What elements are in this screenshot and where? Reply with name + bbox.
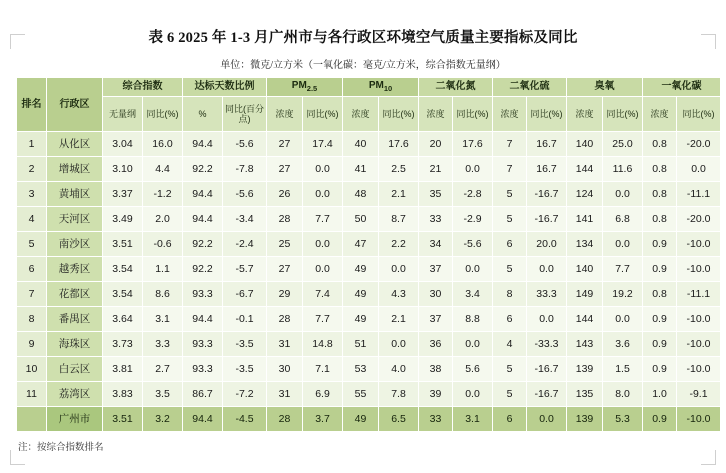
cell-attainment-value: 94.4 (183, 207, 223, 232)
cell-composite-yoy: 3.3 (143, 332, 183, 357)
cell-co-value: 1.0 (643, 382, 677, 407)
cell-attainment-yoy: -7.2 (223, 382, 267, 407)
cell-pm10-yoy: 17.6 (379, 132, 419, 157)
subheader-pm10-value: 浓度 (343, 97, 379, 132)
cell-composite-yoy: -0.6 (143, 232, 183, 257)
subheader-ozone-yoy: 同比(%) (603, 97, 643, 132)
cell-pm25-yoy-total: 3.7 (303, 407, 343, 432)
cell-no2-yoy: 3.4 (453, 282, 493, 307)
cell-no2-yoy: 0.0 (453, 332, 493, 357)
cell-rank: 8 (17, 307, 47, 332)
cell-so2-yoy: 16.7 (527, 132, 567, 157)
cell-pm10-value: 50 (343, 207, 379, 232)
cell-ozone-yoy: 25.0 (603, 132, 643, 157)
cell-pm25-value: 28 (267, 307, 303, 332)
cell-rank: 11 (17, 382, 47, 407)
cell-pm25-value: 28 (267, 207, 303, 232)
table-body (17, 132, 721, 432)
cell-rank: 3 (17, 182, 47, 207)
cell-rank: 10 (17, 357, 47, 382)
header-no2: 二氧化氮 (419, 78, 493, 97)
subheader-attainment-value: % (183, 97, 223, 132)
cell-district: 天河区 (47, 207, 103, 232)
cell-co-yoy: -11.1 (677, 182, 721, 207)
cell-pm25-yoy: 7.7 (303, 307, 343, 332)
cell-rank: 9 (17, 332, 47, 357)
cell-pm10-value: 49 (343, 282, 379, 307)
cell-attainment-value: 93.3 (183, 332, 223, 357)
cell-no2-yoy: 0.0 (453, 257, 493, 282)
subheader-no2-yoy: 同比(%) (453, 97, 493, 132)
cell-pm25-yoy: 0.0 (303, 232, 343, 257)
cell-pm10-yoy-total: 6.5 (379, 407, 419, 432)
cell-pm10-value: 41 (343, 157, 379, 182)
cell-no2-yoy: -2.8 (453, 182, 493, 207)
cell-so2-value: 7 (493, 132, 527, 157)
cell-pm10-value: 49 (343, 307, 379, 332)
cell-co-yoy-total: -10.0 (677, 407, 721, 432)
cell-so2-value: 4 (493, 332, 527, 357)
header-composite-index: 综合指数 (103, 78, 183, 97)
cell-pm25-yoy: 0.0 (303, 257, 343, 282)
subheader-so2-value: 浓度 (493, 97, 527, 132)
cell-co-yoy: -11.1 (677, 282, 721, 307)
cell-pm10-yoy: 4.3 (379, 282, 419, 307)
cell-so2-value: 5 (493, 357, 527, 382)
air-quality-table (16, 77, 721, 432)
cell-no2-value: 30 (419, 282, 453, 307)
cell-so2-yoy: -16.7 (527, 382, 567, 407)
cell-attainment-value: 93.3 (183, 357, 223, 382)
cell-pm10-yoy: 7.8 (379, 382, 419, 407)
subheader-composite-yoy: 同比(%) (143, 97, 183, 132)
cell-no2-value: 37 (419, 307, 453, 332)
cell-co-value: 0.8 (643, 157, 677, 182)
cell-attainment-value-total: 94.4 (183, 407, 223, 432)
cell-attainment-yoy: -7.8 (223, 157, 267, 182)
cell-rank: 6 (17, 257, 47, 282)
header-so2: 二氧化硫 (493, 78, 567, 97)
crop-mark-top-right (701, 34, 716, 49)
cell-pm10-yoy: 2.1 (379, 182, 419, 207)
cell-pm10-value: 51 (343, 332, 379, 357)
cell-pm25-yoy: 0.0 (303, 157, 343, 182)
cell-pm25-value-total: 28 (267, 407, 303, 432)
cell-district: 黄埔区 (47, 182, 103, 207)
cell-ozone-value: 134 (567, 232, 603, 257)
cell-composite-value: 3.37 (103, 182, 143, 207)
cell-no2-yoy: -2.9 (453, 207, 493, 232)
subheader-no2-value: 浓度 (419, 97, 453, 132)
cell-attainment-yoy: -6.7 (223, 282, 267, 307)
subheader-ozone-value: 浓度 (567, 97, 603, 132)
table-row (17, 132, 721, 157)
cell-rank: 7 (17, 282, 47, 307)
cell-no2-value: 39 (419, 382, 453, 407)
cell-ozone-value: 149 (567, 282, 603, 307)
cell-ozone-yoy: 0.0 (603, 182, 643, 207)
cell-attainment-value: 92.2 (183, 232, 223, 257)
header-attainment-rate: 达标天数比例 (183, 78, 267, 97)
cell-district: 白云区 (47, 357, 103, 382)
cell-so2-yoy: 20.0 (527, 232, 567, 257)
cell-attainment-yoy: -3.5 (223, 332, 267, 357)
cell-ozone-value: 144 (567, 307, 603, 332)
table-row (17, 207, 721, 232)
cell-composite-value: 3.10 (103, 157, 143, 182)
header-co: 一氧化碳 (643, 78, 721, 97)
cell-composite-value: 3.49 (103, 207, 143, 232)
cell-ozone-yoy-total: 5.3 (603, 407, 643, 432)
cell-ozone-yoy: 3.6 (603, 332, 643, 357)
cell-no2-value: 36 (419, 332, 453, 357)
cell-co-value: 0.9 (643, 357, 677, 382)
cell-pm25-yoy: 17.4 (303, 132, 343, 157)
cell-pm25-value: 31 (267, 382, 303, 407)
cell-co-value: 0.8 (643, 207, 677, 232)
cell-pm25-yoy: 14.8 (303, 332, 343, 357)
cell-pm10-value: 49 (343, 257, 379, 282)
cell-co-value: 0.8 (643, 282, 677, 307)
crop-mark-bottom-right (701, 450, 716, 465)
subheader-pm25-value: 浓度 (267, 97, 303, 132)
cell-composite-value-total: 3.51 (103, 407, 143, 432)
cell-rank: 4 (17, 207, 47, 232)
cell-attainment-yoy: -3.4 (223, 207, 267, 232)
table-row (17, 257, 721, 282)
cell-composite-value: 3.54 (103, 282, 143, 307)
cell-pm25-yoy: 7.4 (303, 282, 343, 307)
table-row (17, 382, 721, 407)
cell-co-value: 0.9 (643, 232, 677, 257)
cell-so2-yoy: 33.3 (527, 282, 567, 307)
cell-so2-yoy: -16.7 (527, 182, 567, 207)
cell-so2-yoy: -16.7 (527, 357, 567, 382)
cell-so2-value: 5 (493, 257, 527, 282)
cell-composite-yoy: 1.1 (143, 257, 183, 282)
cell-ozone-value-total: 139 (567, 407, 603, 432)
cell-so2-value: 5 (493, 382, 527, 407)
cell-ozone-yoy: 19.2 (603, 282, 643, 307)
table-container (16, 77, 715, 432)
subheader-composite-value: 无量纲 (103, 97, 143, 132)
cell-no2-value: 20 (419, 132, 453, 157)
table-row (17, 182, 721, 207)
cell-composite-yoy-total: 3.2 (143, 407, 183, 432)
cell-no2-yoy: 5.6 (453, 357, 493, 382)
cell-pm10-value: 53 (343, 357, 379, 382)
cell-so2-yoy: 0.0 (527, 257, 567, 282)
cell-no2-yoy: 17.6 (453, 132, 493, 157)
table-row (17, 157, 721, 182)
cell-ozone-yoy: 0.0 (603, 232, 643, 257)
cell-pm25-yoy: 7.1 (303, 357, 343, 382)
cell-composite-yoy: 3.1 (143, 307, 183, 332)
cell-ozone-value: 143 (567, 332, 603, 357)
cell-pm25-yoy: 7.7 (303, 207, 343, 232)
cell-ozone-yoy: 11.6 (603, 157, 643, 182)
cell-pm10-value: 55 (343, 382, 379, 407)
cell-no2-yoy: -5.6 (453, 232, 493, 257)
cell-pm25-value: 25 (267, 232, 303, 257)
cell-ozone-value: 140 (567, 132, 603, 157)
cell-attainment-value: 94.4 (183, 132, 223, 157)
cell-district: 荔湾区 (47, 382, 103, 407)
cell-ozone-yoy: 8.0 (603, 382, 643, 407)
cell-so2-value: 7 (493, 157, 527, 182)
cell-pm10-value: 47 (343, 232, 379, 257)
cell-attainment-yoy: -2.4 (223, 232, 267, 257)
page-title: 表 6 2025 年 1-3 月广州市与各行政区环境空气质量主要指标及同比 (148, 30, 578, 46)
cell-pm25-value: 30 (267, 357, 303, 382)
cell-co-yoy: -10.0 (677, 357, 721, 382)
cell-district: 从化区 (47, 132, 103, 157)
crop-mark-bottom-left (10, 450, 25, 465)
cell-pm10-value: 48 (343, 182, 379, 207)
crop-mark-top-left (10, 34, 25, 49)
table-row (17, 357, 721, 382)
cell-so2-yoy: -33.3 (527, 332, 567, 357)
cell-attainment-value: 94.4 (183, 307, 223, 332)
cell-district: 越秀区 (47, 257, 103, 282)
cell-attainment-value: 92.2 (183, 257, 223, 282)
cell-so2-yoy: 16.7 (527, 157, 567, 182)
table-row (17, 282, 721, 307)
cell-pm25-value: 27 (267, 157, 303, 182)
subheader-co-yoy: 同比(%) (677, 97, 721, 132)
document-page (0, 26, 726, 473)
cell-co-yoy: -10.0 (677, 257, 721, 282)
cell-pm25-yoy: 0.0 (303, 182, 343, 207)
table-footnote: 注：按综合指数排名 (18, 443, 104, 453)
cell-rank-total (17, 407, 47, 432)
cell-so2-value: 6 (493, 232, 527, 257)
cell-pm25-value: 27 (267, 132, 303, 157)
cell-pm25-yoy: 6.9 (303, 382, 343, 407)
table-row (17, 332, 721, 357)
cell-composite-yoy: 2.7 (143, 357, 183, 382)
cell-ozone-value: 141 (567, 207, 603, 232)
cell-co-yoy: -10.0 (677, 332, 721, 357)
cell-district: 增城区 (47, 157, 103, 182)
cell-attainment-yoy: -5.7 (223, 257, 267, 282)
cell-composite-value: 3.81 (103, 357, 143, 382)
cell-district: 番禺区 (47, 307, 103, 332)
cell-no2-value: 21 (419, 157, 453, 182)
cell-rank: 5 (17, 232, 47, 257)
cell-co-value: 0.9 (643, 307, 677, 332)
subheader-pm10-yoy: 同比(%) (379, 97, 419, 132)
cell-pm25-value: 31 (267, 332, 303, 357)
cell-composite-yoy: -1.2 (143, 182, 183, 207)
cell-so2-value-total: 6 (493, 407, 527, 432)
cell-district-total: 广州市 (47, 407, 103, 432)
cell-so2-value: 8 (493, 282, 527, 307)
table-header-group-row (17, 78, 721, 97)
cell-composite-value: 3.64 (103, 307, 143, 332)
subheader-attainment-yoy: 同比(百分点) (223, 97, 267, 132)
cell-no2-yoy: 8.8 (453, 307, 493, 332)
cell-no2-value-total: 33 (419, 407, 453, 432)
cell-pm25-value: 26 (267, 182, 303, 207)
cell-ozone-value: 135 (567, 382, 603, 407)
cell-no2-yoy-total: 3.1 (453, 407, 493, 432)
cell-composite-value: 3.83 (103, 382, 143, 407)
cell-no2-value: 35 (419, 182, 453, 207)
cell-ozone-yoy: 7.7 (603, 257, 643, 282)
cell-ozone-value: 124 (567, 182, 603, 207)
cell-co-yoy: -20.0 (677, 132, 721, 157)
cell-attainment-yoy: -3.5 (223, 357, 267, 382)
cell-composite-value: 3.73 (103, 332, 143, 357)
subheader-pm25-yoy: 同比(%) (303, 97, 343, 132)
cell-co-yoy: 0.0 (677, 157, 721, 182)
cell-ozone-yoy: 1.5 (603, 357, 643, 382)
cell-pm10-yoy: 8.7 (379, 207, 419, 232)
cell-pm10-yoy: 2.5 (379, 157, 419, 182)
table-row (17, 232, 721, 257)
cell-composite-value: 3.51 (103, 232, 143, 257)
cell-pm10-yoy: 2.1 (379, 307, 419, 332)
table-total-row (17, 407, 721, 432)
cell-pm10-yoy: 0.0 (379, 257, 419, 282)
table-row (17, 307, 721, 332)
cell-rank: 1 (17, 132, 47, 157)
cell-pm10-yoy: 4.0 (379, 357, 419, 382)
cell-pm10-value: 40 (343, 132, 379, 157)
cell-attainment-value: 92.2 (183, 157, 223, 182)
cell-attainment-value: 93.3 (183, 282, 223, 307)
cell-district: 花都区 (47, 282, 103, 307)
cell-so2-yoy: 0.0 (527, 307, 567, 332)
cell-ozone-value: 144 (567, 157, 603, 182)
cell-attainment-value: 86.7 (183, 382, 223, 407)
cell-composite-value: 3.04 (103, 132, 143, 157)
header-district: 行政区 (47, 78, 103, 132)
cell-no2-value: 33 (419, 207, 453, 232)
cell-so2-value: 5 (493, 182, 527, 207)
cell-attainment-value: 94.4 (183, 182, 223, 207)
cell-composite-yoy: 2.0 (143, 207, 183, 232)
cell-co-yoy: -10.0 (677, 232, 721, 257)
cell-co-value: 0.9 (643, 257, 677, 282)
cell-ozone-value: 139 (567, 357, 603, 382)
cell-co-yoy: -9.1 (677, 382, 721, 407)
table-subheader-row (17, 97, 721, 132)
header-pm10: $PM_{10}$ (343, 78, 419, 97)
cell-pm25-value: 29 (267, 282, 303, 307)
cell-attainment-yoy-total: -4.5 (223, 407, 267, 432)
unit-note: 单位：微克/立方米（一氧化碳：毫克/立方米，综合指数无量纲） (220, 60, 506, 71)
header-rank: 排名 (17, 78, 47, 132)
cell-no2-value: 34 (419, 232, 453, 257)
cell-composite-yoy: 3.5 (143, 382, 183, 407)
subheader-so2-yoy: 同比(%) (527, 97, 567, 132)
cell-attainment-yoy: -5.6 (223, 182, 267, 207)
cell-district: 南沙区 (47, 232, 103, 257)
cell-co-yoy: -10.0 (677, 307, 721, 332)
cell-co-value-total: 0.9 (643, 407, 677, 432)
cell-no2-value: 38 (419, 357, 453, 382)
cell-ozone-yoy: 0.0 (603, 307, 643, 332)
cell-co-value: 0.9 (643, 332, 677, 357)
cell-so2-yoy: -16.7 (527, 207, 567, 232)
cell-composite-yoy: 4.4 (143, 157, 183, 182)
cell-district: 海珠区 (47, 332, 103, 357)
cell-pm25-value: 27 (267, 257, 303, 282)
cell-co-value: 0.8 (643, 132, 677, 157)
cell-composite-yoy: 16.0 (143, 132, 183, 157)
cell-ozone-yoy: 6.8 (603, 207, 643, 232)
cell-composite-yoy: 8.6 (143, 282, 183, 307)
cell-so2-value: 6 (493, 307, 527, 332)
cell-pm10-yoy: 2.2 (379, 232, 419, 257)
cell-attainment-yoy: -0.1 (223, 307, 267, 332)
cell-composite-value: 3.54 (103, 257, 143, 282)
cell-co-value: 0.8 (643, 182, 677, 207)
cell-no2-value: 37 (419, 257, 453, 282)
cell-no2-yoy: 0.0 (453, 382, 493, 407)
cell-pm10-value-total: 49 (343, 407, 379, 432)
cell-so2-yoy-total: 0.0 (527, 407, 567, 432)
cell-ozone-value: 140 (567, 257, 603, 282)
cell-pm10-yoy: 0.0 (379, 332, 419, 357)
header-pm25: $PM_{2.5}$ (267, 78, 343, 97)
cell-attainment-yoy: -5.6 (223, 132, 267, 157)
header-ozone: 臭氧 (567, 78, 643, 97)
cell-so2-value: 5 (493, 207, 527, 232)
cell-rank: 2 (17, 157, 47, 182)
cell-co-yoy: -20.0 (677, 207, 721, 232)
subheader-co-value: 浓度 (643, 97, 677, 132)
cell-no2-yoy: 0.0 (453, 157, 493, 182)
